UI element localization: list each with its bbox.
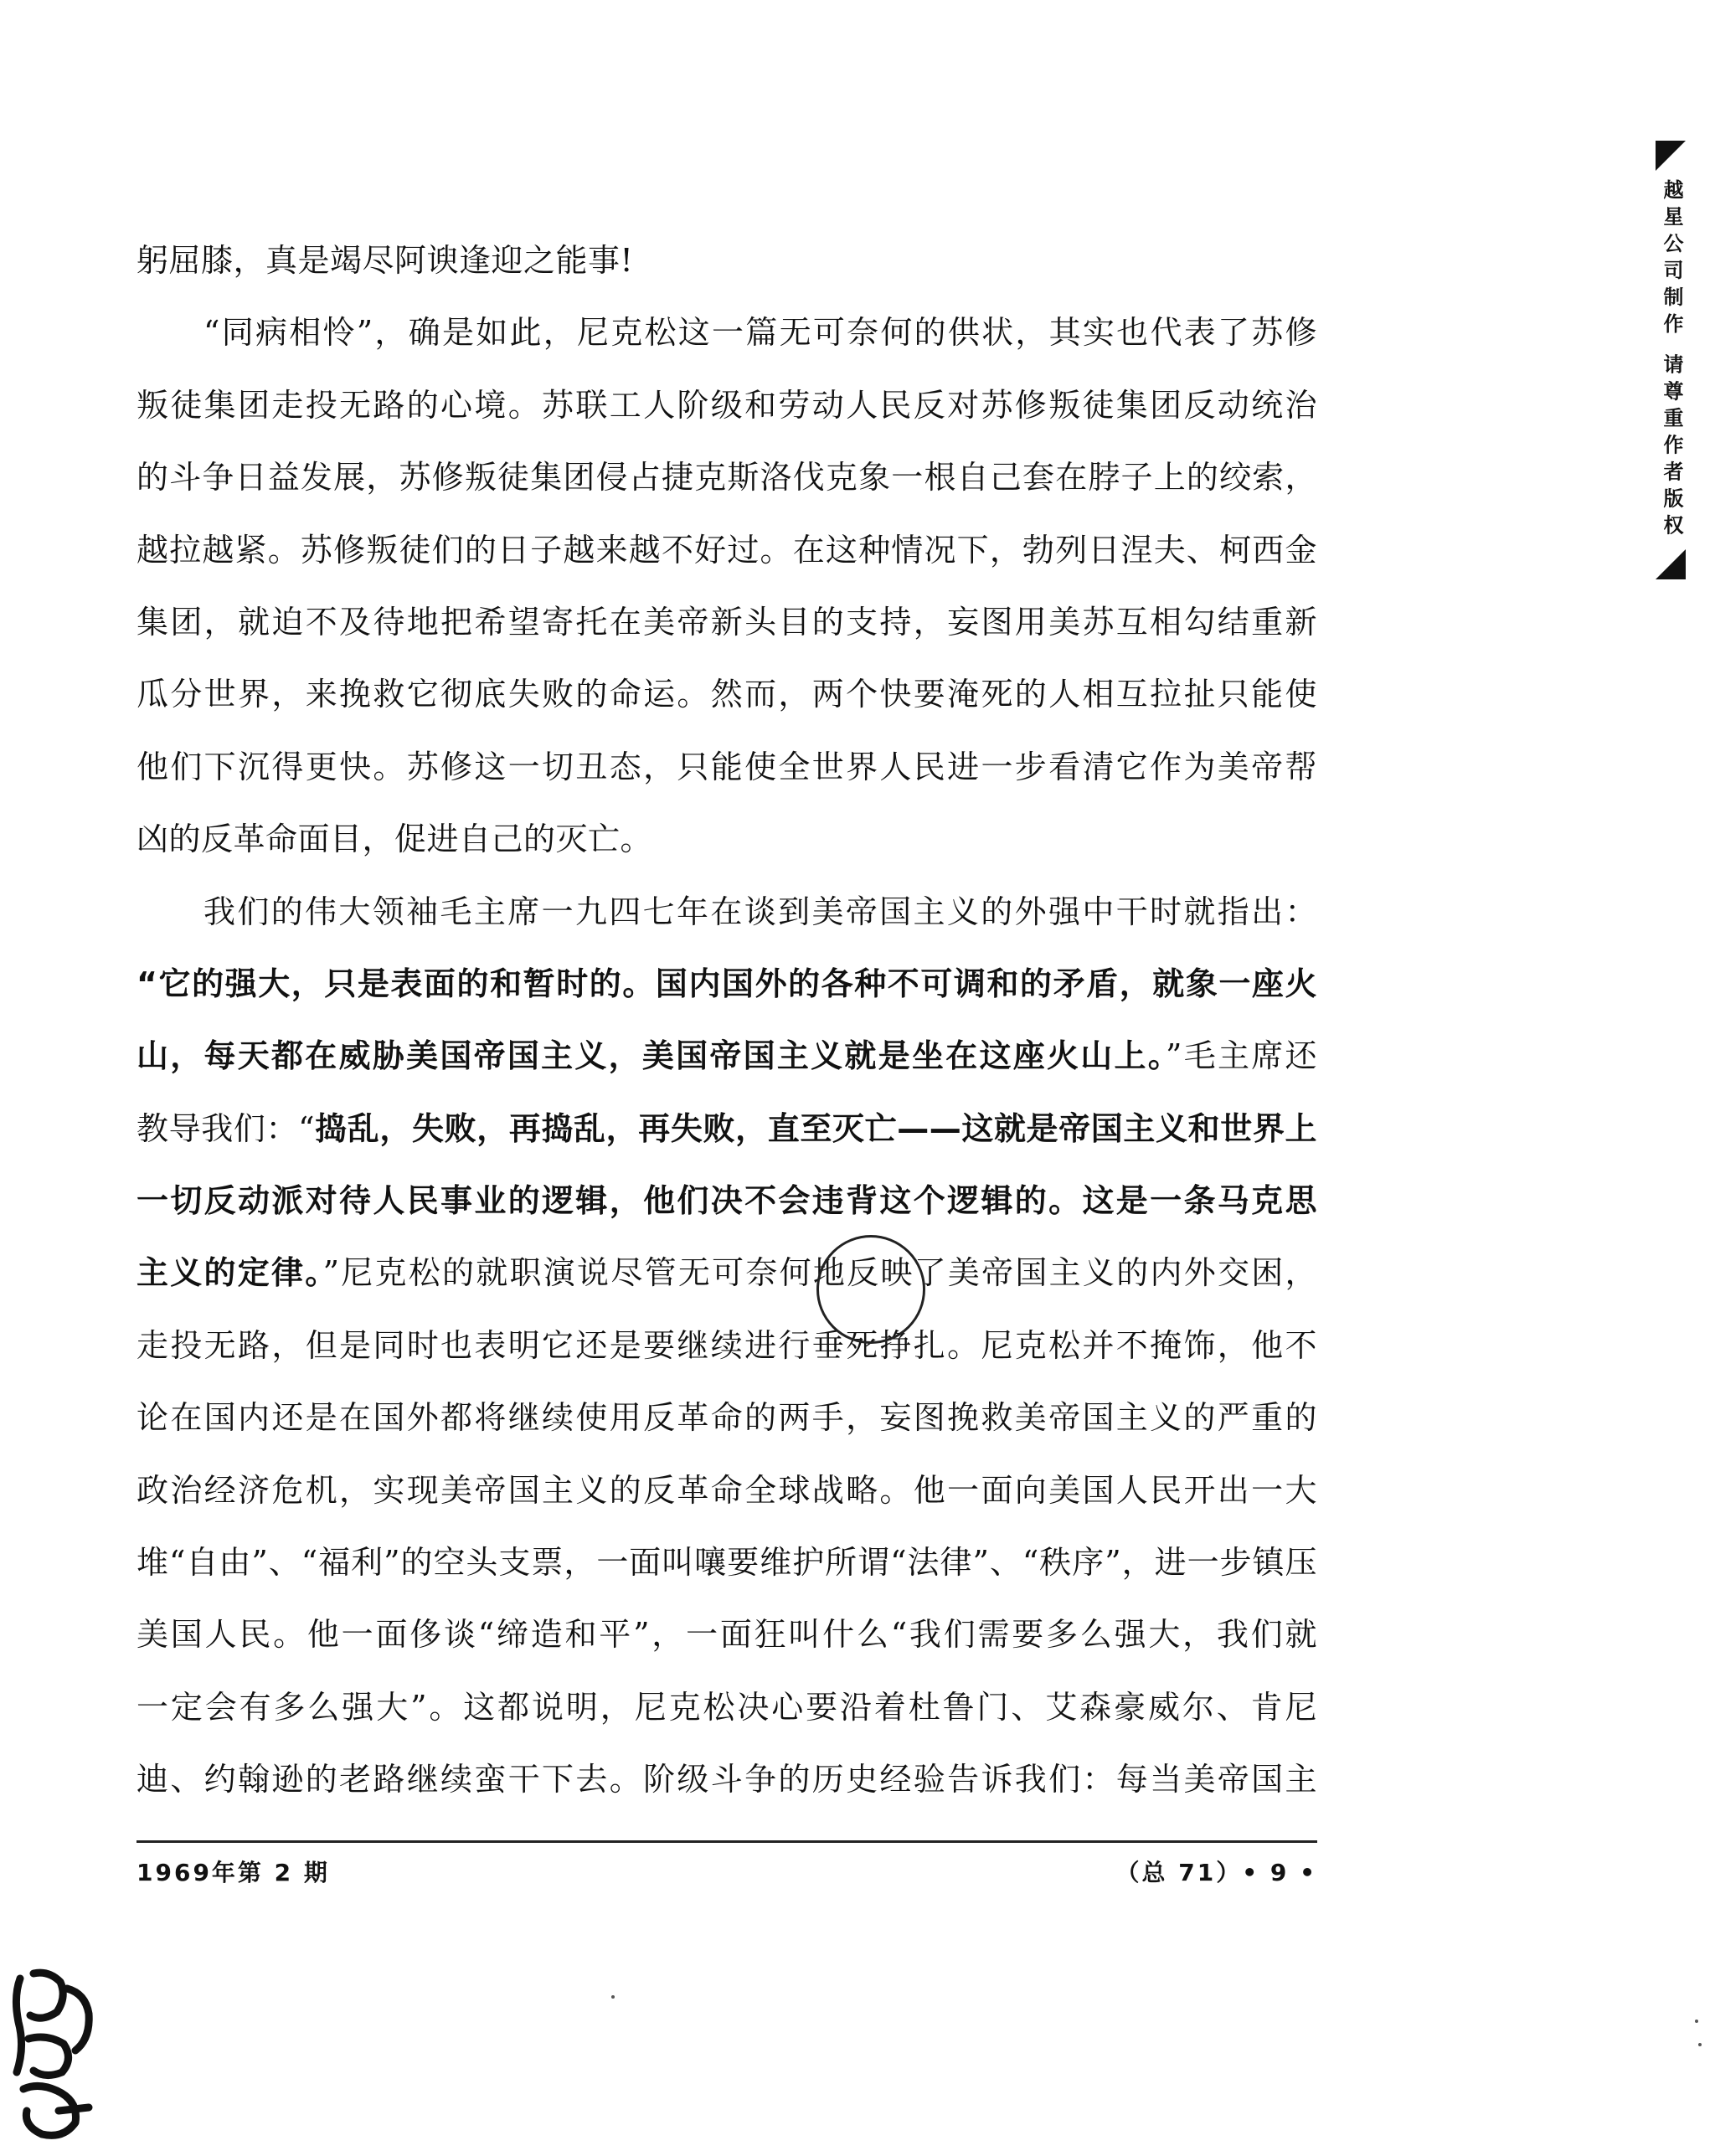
text-line: 政治经济危机，实现美帝国主义的反革命全球战略。他一面向美国人民开出一大 [136,1471,1317,1509]
quote-segment: 主义的定律。 [136,1254,323,1292]
footer-divider [136,1840,1317,1843]
body-text [136,224,1317,1816]
text-line: 走投无路，但是同时也表明它还是要继续进行垂死挣扎。尼克松并不掩饰，他不 [136,1326,1317,1364]
text-line [136,1093,1317,1165]
text-segment: ”尼克松的就职演说尽管无可奈何地反映了美帝国主义的内外交困， [322,1254,1317,1292]
text-segment: 教导我们：“ [136,1109,316,1147]
text-line: 我们的伟大领袖毛主席一九四七年在谈到美帝国主义的外强中干时就指出： [203,893,1317,930]
text-line: 一定会有多么强大”。这都说明，尼克松决心要沿着杜鲁门、艾森豪威尔、肯尼 [136,1688,1317,1726]
copyright-notice: 越星公司制作 请尊重作者版权 [1660,179,1683,542]
text-line [136,1020,1317,1092]
text-line [136,1237,1317,1309]
scan-speck [1695,2020,1698,2023]
sidebar-bottom-marker [1656,549,1686,579]
text-line: 的斗争日益发展，苏修叛徒集团侵占捷克斯洛伐克象一根自己套在脖子上的绞索， [136,459,1317,497]
handwritten-circle-mark [816,1235,925,1344]
quote-segment: 捣乱，失败，再捣乱，再失败，直至灭亡——这就是帝国主义和世界上 [315,1109,1317,1147]
text-line: 凶的反革命面目，促进自己的灭亡。 [136,821,653,858]
text-line: 瓜分世界，来挽救它彻底失败的命运。然而，两个快要淹死的人相互拉扯只能使 [136,676,1317,713]
scan-speck [611,1995,615,1999]
text-segment: ”毛主席还 [1166,1037,1317,1075]
text-line: 越拉越紧。苏修叛徒们的日子越来越不好过。在这种情况下，勃列日涅夫、柯西金 [136,531,1317,569]
text-line: 他们下沉得更快。苏修这一切丑态，只能使全世界人民进一步看清它作为美帝帮 [136,748,1317,785]
text-line: 美国人民。他一面侈谈“缔造和平”，一面狂叫什么“我们需要多么强大，我们就 [136,1616,1317,1654]
sidebar-top-marker [1656,141,1686,171]
issue-label: 1969年第 2 期 [136,1859,330,1886]
text-line: “同病相怜”，确是如此，尼克松这一篇无可奈何的供状，其实也代表了苏修 [203,314,1317,352]
quote-segment: 山，每天都在威胁美国帝国主义，美国帝国主义就是坐在这座火山上。 [136,1037,1167,1075]
quote-line: “它的强大，只是表面的和暂时的。国内国外的各种不可调和的矛盾，就象一座火 [136,965,1317,1002]
quote-line: 一切反动派对待人民事业的逻辑，他们决不会违背这个逻辑的。这是一条马克思 [136,1182,1317,1220]
text-line: 叛徒集团走投无路的心境。苏联工人阶级和劳动人民反对苏修叛徒集团反动统治 [136,386,1317,424]
text-line: 躬屈膝，真是竭尽阿谀逢迎之能事! [136,242,634,279]
scan-speck [1698,2043,1702,2046]
seal-stamp-icon [8,1963,100,2148]
copyright-sidebar [1652,141,1694,579]
text-line: 迪、约翰逊的老路继续蛮干下去。阶级斗争的历史经验告诉我们：每当美帝国主 [136,1761,1317,1798]
text-line: 堆“自由”、“福利”的空头支票，一面叫嚷要维护所谓“法律”、“秩序”，进一步镇压 [136,1544,1317,1582]
text-line: 集团，就迫不及待地把希望寄托在美帝新头目的支持，妄图用美苏互相勾结重新 [136,603,1317,641]
page-number: （总 71）• 9 • [1115,1859,1317,1886]
text-line: 论在国内还是在国外都将继续使用反革命的两手，妄图挽救美帝国主义的严重的 [136,1399,1317,1437]
